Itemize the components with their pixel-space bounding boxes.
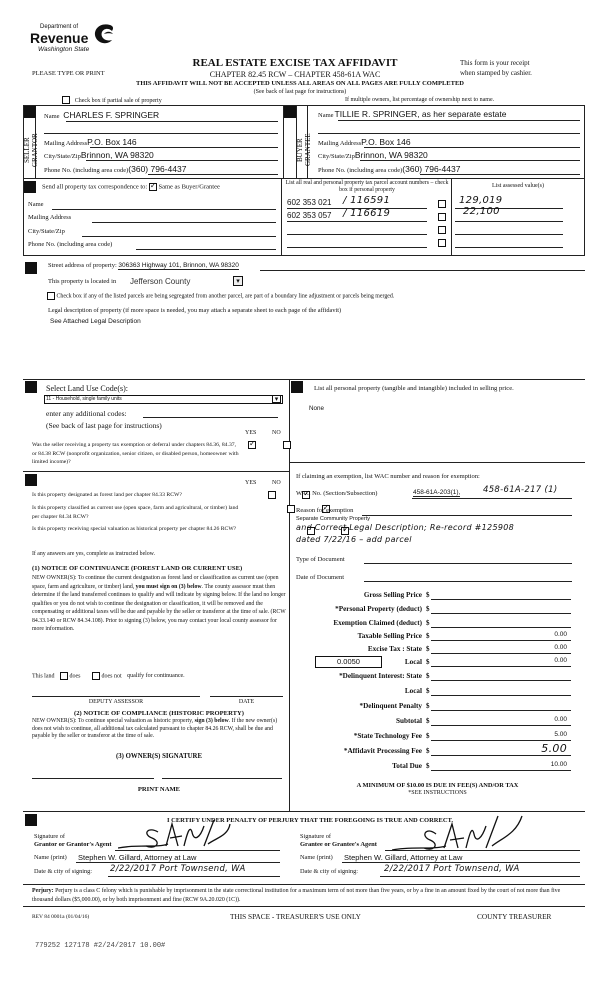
grantee-date-city-label: Date & city of signing: — [300, 868, 359, 875]
grantor-date-city-label: Date & city of signing: — [34, 868, 93, 875]
current-use-yes-checkbox[interactable] — [287, 505, 295, 513]
seller-name-field[interactable] — [44, 110, 278, 121]
parcel-personal-checkbox[interactable] — [438, 226, 446, 234]
grantee-signature-label-1: Signature of — [300, 833, 331, 840]
wac-line — [412, 498, 572, 499]
corr-phone-label: Phone No. (including area code) — [28, 241, 113, 248]
assessor-date-label: DATE — [238, 699, 255, 705]
section-9-marker — [25, 814, 37, 826]
grantor-name-value[interactable]: Stephen W. Gillard, Attorney at Law — [78, 853, 197, 862]
grantee-signature[interactable] — [392, 812, 552, 854]
excise-local-input[interactable] — [431, 666, 571, 667]
parcel-number: 602 353 057 — [287, 211, 332, 220]
tax-value-technology-fee: 5.00 — [554, 731, 567, 738]
tax-label-delinquent-penalty: *Delinquent Penalty — [359, 702, 422, 710]
parcel-row — [287, 236, 582, 248]
seller-phone-line — [148, 174, 278, 175]
grantor-date-city-value[interactable]: 2/22/2017 Port Townsend, WA — [110, 864, 246, 874]
forest-yes-checkbox[interactable] — [268, 491, 276, 499]
section-1-marker — [24, 106, 36, 118]
owner-signature-line[interactable] — [32, 778, 154, 779]
corr-mailing-input[interactable] — [92, 222, 276, 223]
cashier-stamp: 779252 127178 #2/24/2017 10.00# — [35, 942, 166, 950]
land-use-select[interactable]: 11 - Household, single family units ▾ — [44, 395, 283, 404]
deputy-assessor-label: DEPUTY ASSESSOR — [88, 699, 144, 705]
receipt-note-2: when stamped by cashier. — [460, 69, 532, 77]
grantor-signature-line — [115, 850, 280, 851]
parcel-number: 602 353 021 — [287, 198, 332, 207]
seller-city-field[interactable]: City/State/ZipBrinnon, WA 98320 — [44, 150, 154, 160]
see-instructions-note: *SEE INSTRUCTIONS — [408, 790, 467, 796]
grantee-date-city-line — [380, 876, 580, 877]
exemption-no-checkbox[interactable] — [283, 441, 291, 449]
gross-selling-price-input[interactable] — [431, 599, 571, 600]
wac-handwritten-value: 458-61A-217 (1) — [483, 485, 558, 495]
this-land-row: This land does does not qualify for continuance. — [32, 673, 185, 680]
buyer-city-line — [360, 160, 580, 161]
section-6-marker — [25, 474, 37, 486]
county-dropdown[interactable] — [233, 276, 243, 286]
corr-city-label: City/State/Zip — [28, 228, 65, 235]
tax-value-processing-fee: 5.00 — [541, 742, 567, 755]
buyer-side-label: BUYER GRANTEE — [296, 133, 312, 167]
forest-land-question: Is this property designated as forest land per chapter 84.33 RCW? — [32, 492, 182, 498]
corr-mailing-label: Mailing Address — [28, 214, 72, 221]
county-label: This property is located in — [48, 278, 117, 285]
grantee-name-line — [342, 862, 580, 863]
partial-sale-checkbox[interactable] — [62, 96, 70, 104]
local-rate-box[interactable]: 0.0050 — [315, 656, 382, 668]
tax-value-excise-local: 0.00 — [554, 657, 567, 664]
buyer-phone-line — [420, 174, 580, 175]
buyer-phone-field[interactable]: Phone No. (including area code)(360) 796-4437 — [318, 164, 461, 174]
parcel-assessed-value: 22,100 — [463, 206, 500, 217]
print-name-label: PRINT NAME — [137, 786, 181, 793]
legal-description-value[interactable]: See Attached Legal Description — [50, 318, 141, 325]
treasurer-use: THIS SPACE - TREASURER'S USE ONLY — [230, 912, 361, 921]
segregated-checkbox[interactable] — [47, 292, 55, 300]
personal-property-deduct-input[interactable] — [431, 613, 571, 614]
tax-label-exemption: Exemption Claimed (deduct) — [333, 619, 422, 627]
logo-line-2: Revenue — [30, 30, 89, 46]
grantor-signature[interactable] — [118, 818, 258, 852]
buyer-phone-value: (360) 796-4437 — [402, 164, 461, 174]
delinquent-penalty-input[interactable] — [431, 710, 571, 711]
seller-name-line-2 — [44, 133, 278, 134]
reason-typed[interactable]: Separate Community Property — [296, 516, 370, 522]
additional-codes-row: enter any additional codes: — [46, 409, 127, 418]
seller-side-label: SELLER GRANTOR — [23, 133, 39, 167]
corr-phone-input[interactable] — [136, 249, 276, 250]
exemption-label: If claiming an exemption, list WAC number and reason for exemption: — [296, 473, 480, 480]
chevron-down-icon: ▾ — [236, 277, 240, 285]
grantee-signature-line — [385, 850, 580, 851]
grantor-name-line — [76, 862, 280, 863]
parcels-header: List all real and personal property tax parcel account numbers – check box if personal property — [285, 180, 449, 193]
buyer-name-line-2 — [318, 133, 580, 134]
assessed-header: List assessed value(s) — [492, 183, 544, 189]
parcel-row — [287, 206, 582, 222]
chevron-down-icon: ▾ — [272, 395, 281, 403]
grantee-date-city-value[interactable]: 2/22/2017 Port Townsend, WA — [384, 864, 520, 874]
wac-typed-value[interactable]: 458-61A-203(1), — [413, 489, 461, 496]
type-of-document-label: Type of Document — [296, 556, 345, 563]
tax-value-subtotal: 0.00 — [554, 716, 567, 723]
reason-handwritten-1: and Correct Legal Description; Re-record #125908 — [296, 523, 515, 532]
land-use-yes-header: YES — [245, 430, 257, 436]
exemption-yes-checkbox[interactable] — [248, 441, 256, 449]
parcel-personal-checkbox[interactable] — [438, 239, 446, 247]
section-5-marker — [25, 381, 37, 393]
please-type: PLEASE TYPE OR PRINT — [32, 70, 105, 77]
same-as-buyer-checkbox[interactable] — [149, 183, 157, 191]
technology-fee-input[interactable] — [431, 740, 571, 741]
tax-label-delinquent-local: Local — [404, 687, 422, 695]
tax-label-technology-fee: *State Technology Fee — [353, 732, 422, 740]
grantor-signature-label-1: Signature of — [34, 833, 65, 840]
certification-statement: I CERTIFY UNDER PENALTY OF PERJURY THAT THE FOREGOING IS TRUE AND CORRECT. — [166, 817, 453, 824]
seller-mailing-field[interactable]: Mailing AddressP.O. Box 146 — [44, 137, 137, 147]
grantee-name-row: Name (print) — [300, 854, 333, 861]
land-use-no-header: NO — [272, 430, 281, 436]
type-of-document-input[interactable] — [364, 563, 572, 564]
buyer-mailing-value: P.O. Box 146 — [361, 137, 411, 147]
assessor-date-line[interactable] — [210, 696, 283, 697]
exemption-claimed-input[interactable] — [431, 627, 571, 628]
tax-value-total-due: 10.00 — [550, 761, 567, 768]
dor-logo — [30, 22, 120, 62]
exemption-question: Was the seller receiving a property tax exemption or deferral under chapters 84.36, 84.37, or 84.38 RCW (nonprofit organization, senior citizen, or disabled person, homeowner with limited income)? — [32, 442, 239, 465]
perjury-bottom — [23, 906, 585, 907]
buyer-city-field[interactable]: City/State/ZipBrinnon, WA 98320 — [318, 150, 428, 160]
parcel-personal-checkbox[interactable] — [438, 200, 446, 208]
legal-description-label: Legal description of property (if more space is needed, you may attach a separate sheet to each page of the affidavit) — [48, 307, 342, 314]
compliance-text: NEW OWNER(S): To continue special valuation as historic property, sign (3) below. If the new owner(s) does not wish to continue, all additional tax calculated pursuant to chapter 84.26 RCW, shall be due and payable by the seller or transferor at the time of sale. — [32, 718, 278, 739]
corr-name-label: Name — [28, 201, 44, 208]
compliance-title: (2) NOTICE OF COMPLIANCE (HISTORIC PROPERTY) — [74, 710, 244, 717]
dor-wave-logo-icon — [90, 22, 118, 46]
parcel-personal-checkbox[interactable] — [438, 213, 446, 221]
reason-handwritten-2: dated 7/22/16 – add parcel — [296, 535, 412, 544]
tax-label-personal: *Personal Property (deduct) — [335, 605, 422, 613]
section-3-marker — [24, 181, 36, 193]
seller-mailing-line — [90, 147, 278, 148]
buyer-mailing-field[interactable]: Mailing AddressP.O. Box 146 — [318, 137, 411, 147]
see-back-note: (See back of last page for instructions) — [253, 89, 347, 95]
buyer-name-field[interactable]: NameTILLIE R. SPRINGER, as her separate estate — [318, 109, 507, 119]
section-6-top — [23, 471, 289, 472]
tax-label-delinquent-state: *Delinquent Interest: State — [339, 672, 422, 680]
owner-print-name-line[interactable] — [162, 778, 282, 779]
tax-value-taxable: 0.00 — [554, 631, 567, 638]
seller-name-value: CHARLES F. SPRINGER — [63, 110, 160, 120]
tax-label-excise-local: Local — [404, 658, 422, 666]
parcel-row — [287, 223, 582, 235]
logo-line-1: Department of — [40, 24, 79, 30]
minimum-due-note: A MINIMUM OF $10.00 IS DUE IN FEE(S) AND/OR TAX — [356, 782, 519, 789]
partial-sale-row — [62, 96, 162, 104]
land-use-label: Select Land Use Code(s): — [46, 384, 128, 393]
wac-row: WAC No. (Section/Subsection) — [296, 490, 378, 497]
tax-label-total-due: Total Due — [392, 762, 422, 770]
additional-codes-input[interactable] — [143, 417, 278, 418]
historical-question: Is this property receiving special valuation as historical property per chapter 84.26 RCW? — [32, 526, 237, 532]
tax-label-taxable: Taxable Selling Price — [357, 632, 422, 640]
parcel-assessed-value: 129,019 — [459, 195, 503, 206]
perjury-notice: Perjury: Perjury is a class C felony which is punishable by imprisonment in the state correctional institution for a maximum term of not more than five years, or by a fine in an amount fixed by the court of not more than five thousand dollars ($5,000.00), or by both imprisonment and fine (RCW 9A.20.020 (1C)). — [32, 888, 561, 903]
continuance-title: (1) NOTICE OF CONTINUANCE (FOREST LAND OR CURRENT USE) — [32, 565, 243, 572]
corr-city-input[interactable] — [82, 236, 276, 237]
parcel-handwritten: / 116619 — [343, 208, 391, 219]
seller-phone-field[interactable]: Phone No. (including area code)(360) 796-4437 — [44, 164, 187, 174]
buyer-mailing-line — [364, 147, 580, 148]
county-treasurer: COUNTY TREASURER — [477, 912, 552, 921]
segregated-row: Check box if any of the listed parcels are being segregated from another parcel, are part of a boundary line adjustment or parcels being merged. — [47, 292, 394, 300]
form-chapters: CHAPTER 82.45 RCW – CHAPTER 458-61A WAC — [209, 70, 381, 79]
perjury-top — [23, 884, 585, 885]
land-use-see-back: (See back of last page for instructions) — [46, 421, 162, 430]
designation-yes-header: YES — [245, 480, 257, 486]
section-4-marker — [25, 262, 37, 274]
form-warning: THIS AFFIDAVIT WILL NOT BE ACCEPTED UNLESS ALL AREAS ON ALL PAGES ARE FULLY COMPLETED — [136, 80, 464, 87]
grantor-date-city-line — [108, 876, 280, 877]
continuance-text: NEW OWNER(S): To continue the current designation as forest land or classification as current use (open space, farm and agriculture, or timber) land, you must sign on (3) below. The county assessor must then determine if the land transferred continues to qualify and will indicate by signing below. If the land no longer qualifies or you do not wish to continue the designation or classification, it will be removed and the compensating or additional taxes will be due and payable by the seller or transferor at the time of sale. (RCW 84.33.140 or RCW 84.34.108). Prior to signing (3) below, you may contact your local county assessor for more information. — [32, 575, 286, 632]
date-of-document-input[interactable] — [364, 581, 572, 582]
seller-phone-value: (360) 796-4437 — [128, 164, 187, 174]
reason-line — [362, 515, 572, 516]
tax-label-processing-fee: *Affidavit Processing Fee — [343, 747, 422, 755]
receipt-note-1: This form is your receipt — [460, 59, 530, 67]
seller-city-value: Brinnon, WA 98320 — [80, 150, 154, 160]
grantor-signature-label-2: Grantor or Grantor's Agent — [34, 841, 112, 848]
does-checkbox[interactable] — [60, 672, 68, 680]
logo-line-3: Washington State — [38, 46, 90, 53]
does-not-checkbox[interactable] — [92, 672, 100, 680]
middle-box-top — [23, 379, 585, 380]
street-address-line — [260, 270, 585, 271]
multiple-owners-note: If multiple owners, list percentage of ownership next to name. — [345, 97, 495, 103]
buyer-city-value: Brinnon, WA 98320 — [354, 150, 428, 160]
personal-property-label: List all personal property (tangible and intangible) included in selling price. — [314, 385, 514, 392]
section-7-marker — [291, 381, 303, 393]
delinquent-interest-state-input[interactable] — [431, 680, 571, 681]
seller-mailing-value: P.O. Box 146 — [87, 137, 137, 147]
parcels-left-divider — [281, 179, 282, 256]
correspondence-row: Send all property tax correspondence to: ✓ Same as Buyer/Grantee — [42, 183, 220, 191]
reason-label: Reason for exemption — [296, 507, 354, 514]
if-yes-note: If any answers are yes, complete as instructed below. — [32, 551, 155, 557]
tax-table: Gross Selling Price $ *Personal Property (deduct) $ Exemption Claimed (deduct) $ Taxable Selling Price $ 0.00 Excise Tax : State $ 0.00 0.0050 Local $ 0.00 *Delinquent Interest: State $ Local $ *Delinquent Penalty $ Subtotal $ 0.00 *State Technology Fee $ 5.00 *Affidavit Processing Fee $ 5.00 Total Due $ 10.00 A MINIMUM OF $10.00 IS DUE IN FEE(S) AND/OR TAX *SEE INSTRUCTIONS — [290, 590, 585, 800]
current-use-question: Is this property classified as current use (open space, farm and agricultural, or timber) land per chapter 84.34 RCW? — [32, 505, 239, 520]
tax-value-excise-state: 0.00 — [554, 644, 567, 651]
buyer-name-value: TILLIE R. SPRINGER, as her separate estate — [334, 109, 507, 119]
corr-name-input[interactable] — [52, 209, 276, 210]
designation-no-header: NO — [272, 480, 281, 486]
grantor-name-row: Name (print) — [34, 854, 67, 861]
tax-label-subtotal: Subtotal — [396, 717, 422, 725]
section-8-top — [289, 462, 585, 463]
grantee-name-value[interactable]: Stephen W. Gillard, Attorney at Law — [344, 853, 463, 862]
owner-signature-title: (3) OWNER(S) SIGNATURE — [116, 753, 202, 760]
seller-name-line — [66, 121, 278, 122]
seller-name-label: Name — [44, 113, 60, 120]
taxable-selling-price-input[interactable] — [431, 640, 571, 641]
form-title: REAL ESTATE EXCISE TAX AFFIDAVIT — [192, 57, 398, 69]
tax-label-excise-state: Excise Tax : State — [367, 645, 422, 653]
total-due-input[interactable] — [431, 770, 571, 771]
processing-fee-input[interactable] — [431, 755, 571, 756]
date-of-document-label: Date of Document — [296, 574, 345, 581]
buyer-name-line — [338, 120, 580, 121]
form-number: REV 84 0001a (01/04/16) — [32, 914, 90, 920]
parcel-row — [287, 197, 582, 209]
county-value: Jefferson County — [130, 277, 191, 286]
seller-city-line — [86, 160, 278, 161]
street-address-row: Street address of property: 306363 Highway 101, Brinnon, WA 98320 — [48, 262, 239, 269]
delinquent-interest-local-input[interactable] — [431, 695, 571, 696]
subtotal-input[interactable] — [431, 725, 571, 726]
parcel-handwritten: / 116591 — [343, 195, 391, 206]
street-address-value[interactable]: 306363 Highway 101, Brinnon, WA 98320 — [118, 262, 239, 269]
personal-property-value[interactable]: None — [309, 405, 325, 412]
deputy-assessor-signature-line[interactable] — [32, 696, 200, 697]
tax-label-gross: Gross Selling Price — [363, 591, 422, 599]
partial-sale-label: Check box if partial sale of property — [74, 98, 162, 104]
excise-state-input[interactable] — [431, 653, 571, 654]
grantee-signature-label-2: Grantee or Grantee's Agent — [300, 841, 377, 848]
section-2-marker — [284, 106, 296, 118]
